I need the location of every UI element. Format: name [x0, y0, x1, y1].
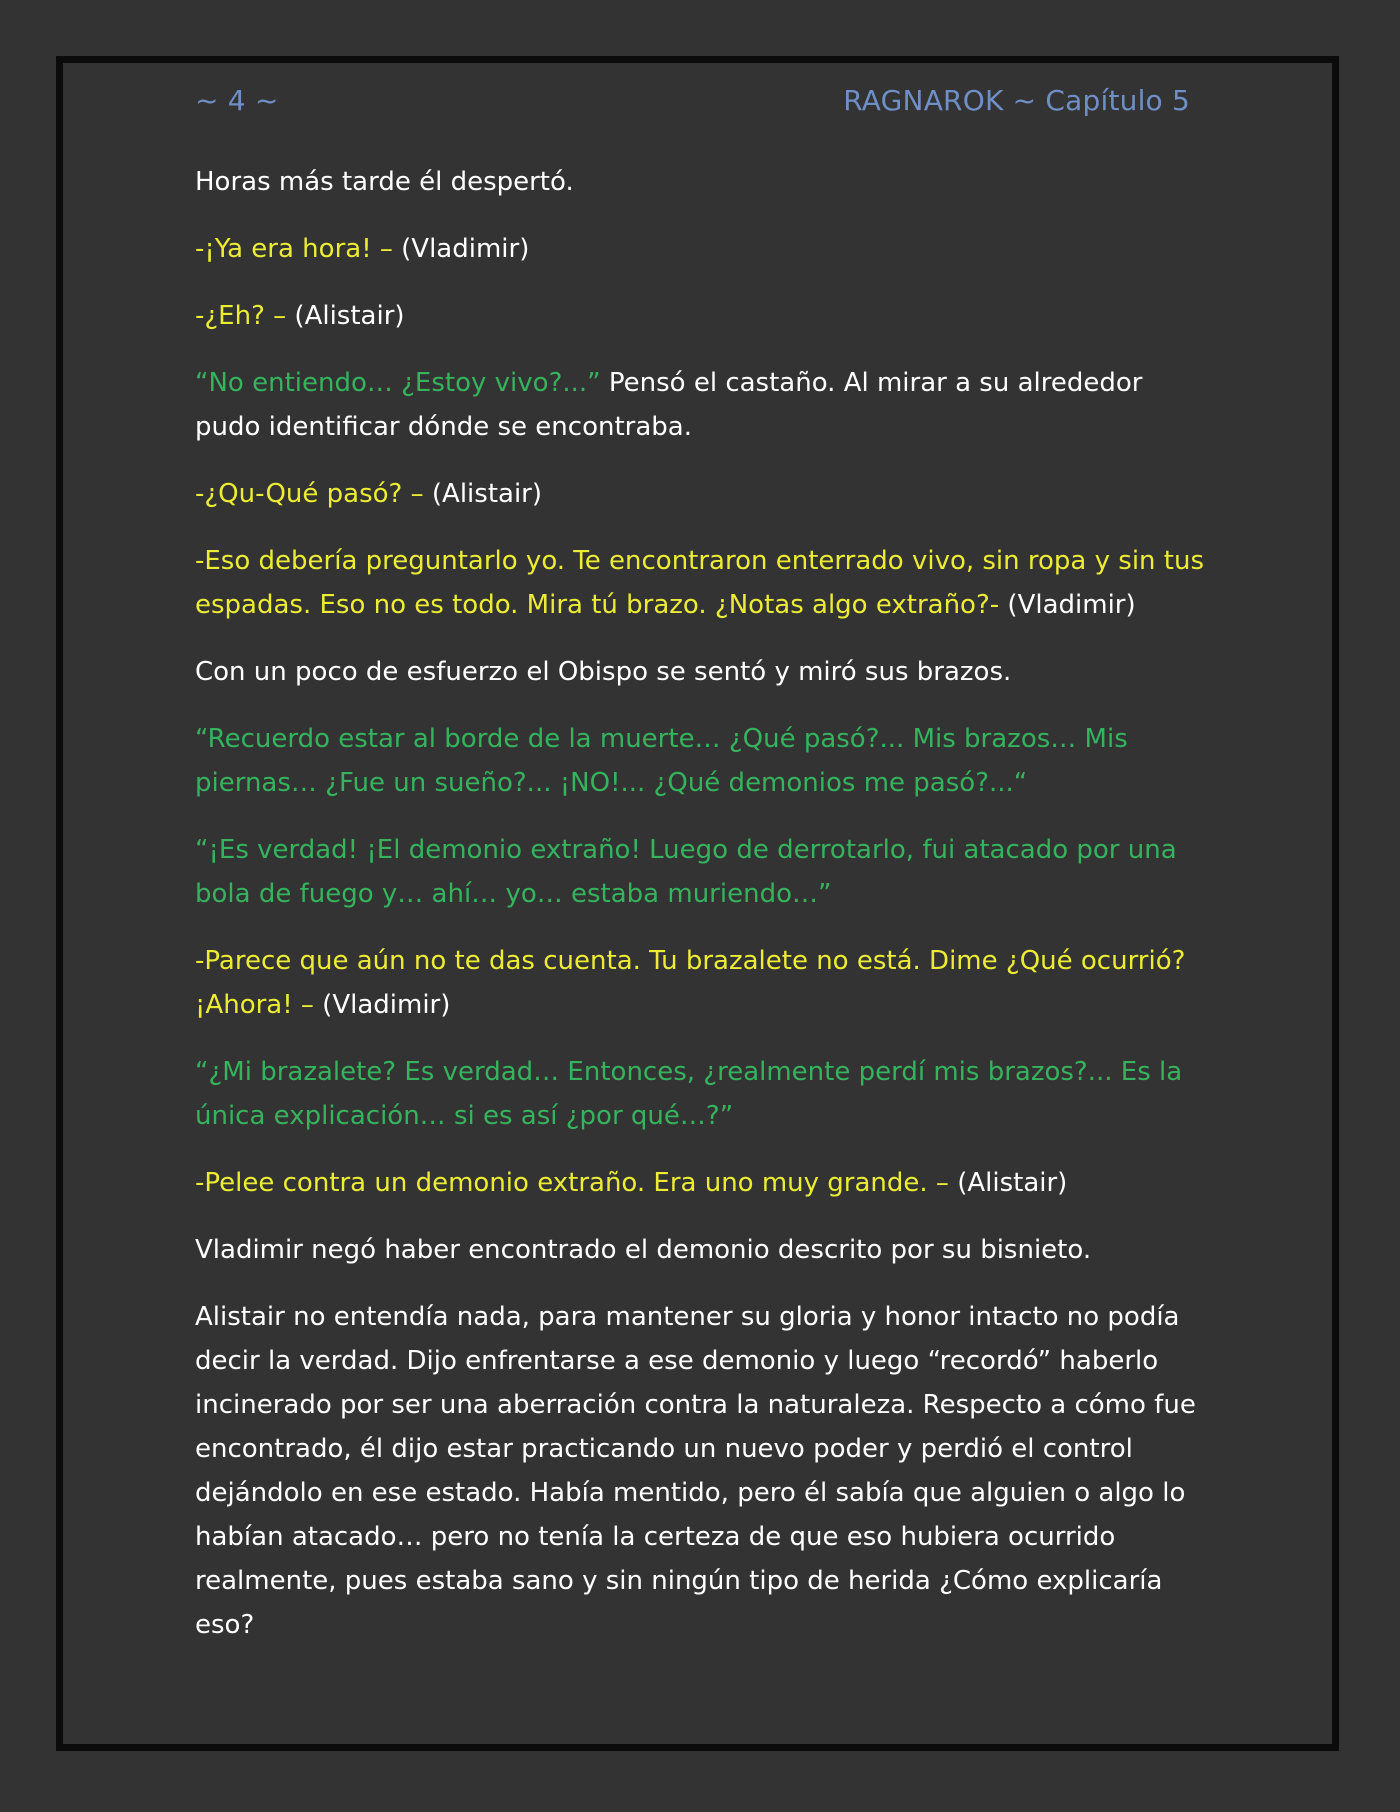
- paragraph: [195, 939, 1205, 1027]
- speaker-tag: (Vladimir): [401, 234, 530, 264]
- paragraph: [195, 1161, 1205, 1205]
- speaker-tag: (Alistair): [957, 1168, 1068, 1198]
- paragraph: [195, 717, 1205, 805]
- dialogue-text: -Eso debería preguntarlo yo. Te encontraron enterrado vivo, sin ropa y sin tus espadas. Eso no es todo. Mira tú brazo. ¿Notas algo extraño?-: [195, 546, 1205, 620]
- page-header: [195, 84, 1190, 124]
- thought-text: “¡Es verdad! ¡El demonio extraño! Luego de derrotarlo, fui atacado por una bola de fuego y… ahí… yo… estaba muriendo…”: [195, 835, 1177, 909]
- paragraph: [195, 650, 1205, 694]
- narration-text: Pensó el castaño. Al mirar a su alrededor pudo identificar dónde se encontraba.: [195, 368, 1143, 442]
- paragraph: [195, 361, 1205, 449]
- speaker-tag: (Vladimir): [322, 990, 451, 1020]
- paragraph: [195, 1295, 1205, 1647]
- dialogue-text: -Pelee contra un demonio extraño. Era uno muy grande. –: [195, 1168, 958, 1198]
- thought-text: “¿Mi brazalete? Es verdad… Entonces, ¿realmente perdí mis brazos?... Es la única explicación… si es así ¿por qué…?”: [195, 1057, 1183, 1131]
- dialogue-text: -¿Eh? –: [195, 301, 295, 331]
- paragraph: [195, 539, 1205, 627]
- narration-text: Alistair no entendía nada, para mantener su gloria y honor intacto no podía decir la verdad. Dijo enfrentarse a ese demonio y luego “recordó” haberlo incinerado por ser una aberración contra la naturaleza. Respecto a cómo fue encontrado, él dijo estar practicando un nuevo poder y perdió el control dejándolo en ese estado. Había mentido, pero él sabía que alguien o algo lo habían atacado… pero no tenía la certeza de que eso hubiera ocurrido realmente, pues estaba sano y sin ningún tipo de herida ¿Cómo explicaría eso?: [195, 1302, 1196, 1640]
- narration-text: Horas más tarde él despertó.: [195, 167, 574, 197]
- paragraph: [195, 294, 1205, 338]
- page-number: ~ 4 ~: [195, 84, 279, 117]
- paragraph: [195, 828, 1205, 916]
- chapter-text: [195, 160, 1205, 1670]
- running-title: RAGNAROK ~ Capítulo 5: [843, 84, 1190, 117]
- dialogue-text: -¡Ya era hora! –: [195, 234, 402, 264]
- thought-text: “Recuerdo estar al borde de la muerte… ¿Qué pasó?... Mis brazos… Mis piernas… ¿Fue un sueño?... ¡NO!... ¿Qué demonios me pasó?...“: [195, 724, 1128, 798]
- speaker-tag: (Vladimir): [1007, 590, 1136, 620]
- paragraph: [195, 1228, 1205, 1272]
- thought-text: “No entiendo… ¿Estoy vivo?...”: [195, 368, 601, 398]
- paragraph: [195, 1050, 1205, 1138]
- dialogue-text: -¿Qu-Qué pasó? –: [195, 479, 432, 509]
- paragraph: [195, 160, 1205, 204]
- paragraph: [195, 227, 1205, 271]
- paragraph: [195, 472, 1205, 516]
- narration-text: Vladimir negó haber encontrado el demonio descrito por su bisnieto.: [195, 1235, 1092, 1265]
- narration-text: Con un poco de esfuerzo el Obispo se sentó y miró sus brazos.: [195, 657, 1012, 687]
- speaker-tag: (Alistair): [294, 301, 405, 331]
- dialogue-text: -Parece que aún no te das cuenta. Tu brazalete no está. Dime ¿Qué ocurrió? ¡Ahora! –: [195, 946, 1186, 1020]
- speaker-tag: (Alistair): [431, 479, 542, 509]
